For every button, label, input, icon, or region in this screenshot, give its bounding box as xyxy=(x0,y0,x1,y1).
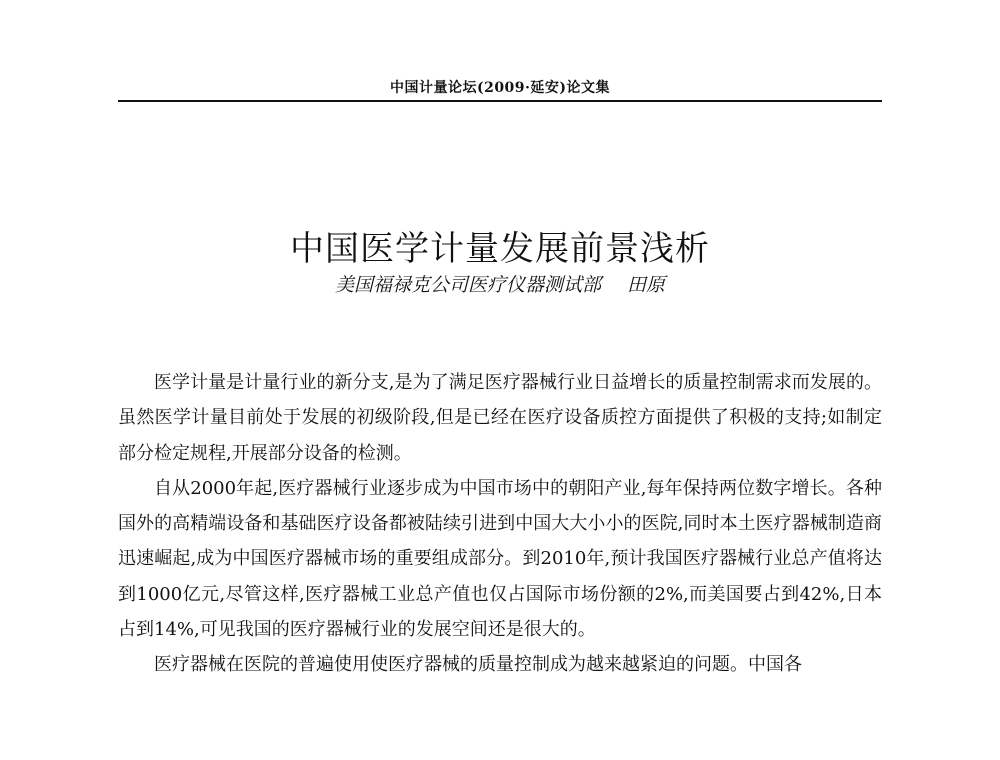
article-title: 中国医学计量发展前景浅析 xyxy=(290,228,710,269)
byline xyxy=(0,270,1000,297)
author-name: 田原 xyxy=(627,274,666,296)
paragraph: 自从2000年起,医疗器械行业逐步成为中国市场中的朝阳产业,每年保持两位数字增长。各种国外的高精端设备和基础医疗设备都被陆续引进到中国大大小小的医院,同时本土医疗器械制造商迅速崛起,成为中国医疗器械市场的重要组成部分。到2010年,预计我国医疗器械行业总产值将达到1000亿元,尽管这样,医疗器械工业总产值也仅占国际市场份额的2%,而美国要占到42%,日本占到14%,可见我国的医疗器械行业的发展空间还是很大的。 xyxy=(118,477,882,641)
header-rule xyxy=(118,100,882,102)
article-body xyxy=(118,365,882,683)
paragraph: 医疗器械在医院的普遍使用使医疗器械的质量控制成为越来越紧迫的问题。中国各 xyxy=(154,654,802,676)
running-header: 中国计量论坛(2009·延安)论文集 xyxy=(389,80,611,96)
affiliation: 美国福禄克公司医疗仪器测试部 xyxy=(334,274,601,296)
paragraph: 医学计量是计量行业的新分支,是为了满足医疗器械行业日益增长的质量控制需求而发展的。虽然医学计量目前处于发展的初级阶段,但是已经在医疗设备质控方面提供了积极的支持;如制定部分检定规程,开展部分设备的检测。 xyxy=(118,372,882,464)
